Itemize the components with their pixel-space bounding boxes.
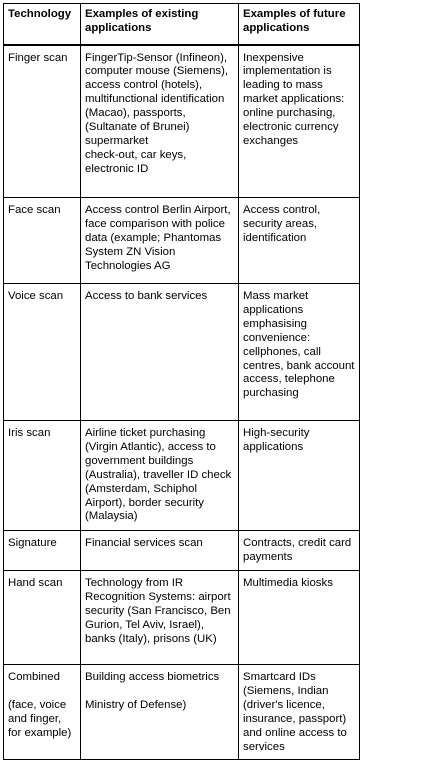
technology-cell: Finger scan [4,45,81,198]
existing-applications-cell: Access control Berlin Airport, face comparison with police data (example; Phantomas System ZN Vision Technologies AG [81,198,239,284]
table-row-combined [4,665,360,760]
table-body [4,45,360,760]
technology-cell: Face scan [4,198,81,284]
table-row-voice-scan [4,284,360,421]
future-applications-cell: Mass market applications emphasising convenience: cellphones, call centres, bank account access, telephone purchasing [239,284,360,421]
header-technology: Technology [4,4,81,45]
future-applications-cell: Inexpensive implementation is leading to mass market applications: online purchasing, electronic currency exchanges [239,45,360,198]
table-row-finger-scan [4,45,360,198]
future-applications-cell: Smartcard IDs (Siemens, Indian (driver's licence, insurance, passport) and online access to services [239,665,360,760]
table-row-iris-scan [4,421,360,531]
technology-cell: Hand scan [4,571,81,665]
technology-cell: Signature [4,531,81,571]
existing-applications-cell: Airline ticket purchasing (Virgin Atlantic), access to government buildings (Australia), traveller ID check (Amsterdam, Schiphol Airport), border security (Malaysia) [81,421,239,531]
existing-applications-cell: Financial services scan [81,531,239,571]
table-row-face-scan [4,198,360,284]
future-applications-cell: High-security applications [239,421,360,531]
technology-cell: Combined (face, voice and finger, for example) [4,665,81,760]
table-row-signature [4,531,360,571]
future-applications-cell: Access control, security areas, identification [239,198,360,284]
existing-applications-cell: Access to bank services [81,284,239,421]
header-existing-applications: Examples of existing applications [81,4,239,45]
future-applications-cell: Contracts, credit card payments [239,531,360,571]
table-row-hand-scan [4,571,360,665]
technology-cell: Voice scan [4,284,81,421]
existing-applications-cell: Technology from IR Recognition Systems: airport security (San Francisco, Ben Gurion, Tel Aviv, Israel), banks (Italy), prisons (UK) [81,571,239,665]
future-applications-cell: Multimedia kiosks [239,571,360,665]
existing-applications-cell: FingerTip-Sensor (Infineon), computer mouse (Siemens), access control (hotels), multifunctional identification (Macao), passports, (Sultanate of Brunei) supermarket check-out, car keys, electronic ID [81,45,239,198]
biometrics-applications-table [3,3,360,760]
technology-cell: Iris scan [4,421,81,531]
header-row [4,4,360,45]
existing-applications-cell: Building access biometrics Ministry of Defense) [81,665,239,760]
table-header [4,4,360,45]
header-future-applications: Examples of future applications [239,4,360,45]
